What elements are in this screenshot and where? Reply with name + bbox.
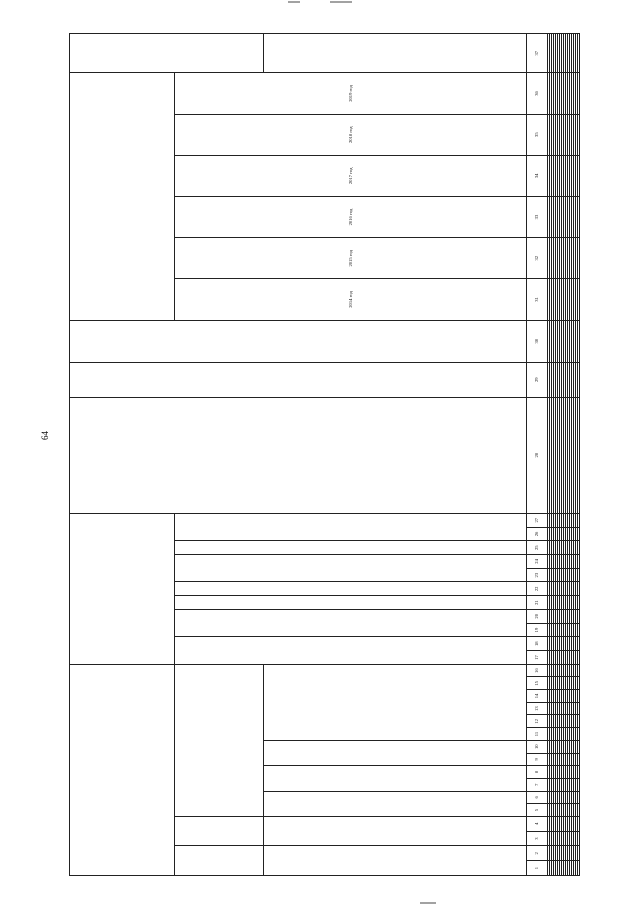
header-years-group	[70, 73, 175, 320]
table-cell	[577, 664, 579, 677]
sub-budget-article	[175, 664, 264, 816]
sub-budget-blank	[264, 664, 527, 740]
column-number: 34	[527, 155, 547, 196]
column-number: 17	[527, 651, 547, 665]
table-row	[577, 34, 579, 876]
column-number: 4	[527, 816, 547, 831]
table-cell	[577, 568, 579, 582]
header-financial	[70, 320, 527, 362]
column-number: 1	[527, 861, 547, 876]
header-additional-codes	[70, 513, 175, 664]
column-number: 11	[527, 728, 547, 741]
sub-target-value	[264, 34, 527, 73]
table-cell	[577, 690, 579, 703]
table-cell	[577, 623, 579, 637]
column-number: 6	[527, 791, 547, 804]
column-number: 3	[527, 831, 547, 846]
column-number: 18	[527, 637, 547, 651]
column-number: 35	[527, 114, 547, 155]
table-cell	[577, 715, 579, 728]
header-target	[70, 34, 264, 73]
year-2017: 2017 год	[175, 155, 527, 196]
year-2018: 2018 год	[175, 114, 527, 155]
column-number: 19	[527, 623, 547, 637]
column-number: 26	[527, 527, 547, 541]
sub-add-task	[175, 582, 527, 596]
column-number: 27	[527, 513, 547, 527]
column-number: 30	[527, 320, 547, 362]
sub-add-sub	[175, 609, 527, 636]
table-cell	[577, 804, 579, 817]
column-number: 32	[527, 238, 547, 279]
sub-add-goal	[175, 596, 527, 610]
column-number: 22	[527, 582, 547, 596]
table-cell	[577, 816, 579, 831]
column-number: 10	[527, 740, 547, 753]
column-number-row	[527, 34, 547, 876]
table-cell	[577, 702, 579, 715]
table-cell	[577, 362, 579, 397]
table-cell	[577, 831, 579, 846]
sub-budget-admin	[175, 846, 264, 876]
column-number: 36	[527, 73, 547, 114]
column-number: 13	[527, 702, 547, 715]
table-cell	[577, 728, 579, 741]
table-cell	[577, 397, 579, 513]
sub-budget-subsection	[264, 816, 527, 846]
column-number: 31	[527, 279, 547, 320]
table-cell	[577, 582, 579, 596]
header-program-name	[70, 397, 527, 513]
column-number: 23	[527, 568, 547, 582]
table-cell	[577, 753, 579, 766]
year-2014: 2014 год	[175, 279, 527, 320]
header-budget-codes	[70, 664, 175, 875]
sub-budget-year	[264, 846, 527, 876]
year-2015: 2015 год	[175, 238, 527, 279]
rotated-table-container	[69, 33, 580, 876]
table-cell	[577, 766, 579, 779]
table-cell	[577, 238, 579, 279]
column-number: 7	[527, 778, 547, 791]
column-number: 28	[527, 397, 547, 513]
table-cell	[577, 541, 579, 555]
table-cell	[577, 196, 579, 237]
table-cell	[577, 527, 579, 541]
column-number: 24	[527, 555, 547, 569]
column-number: 5	[527, 804, 547, 817]
column-number: 9	[527, 753, 547, 766]
sub-budget-section	[175, 816, 264, 846]
table-cell	[577, 279, 579, 320]
sub-budget-subprogram	[264, 740, 527, 765]
table-cell	[577, 846, 579, 861]
sub-add-number	[175, 513, 527, 541]
column-number: 2	[527, 846, 547, 861]
column-number: 14	[527, 690, 547, 703]
sub-add-type	[175, 541, 527, 555]
page-number: 64	[40, 431, 50, 440]
column-number: 16	[527, 664, 547, 677]
table-cell	[577, 155, 579, 196]
column-number: 8	[527, 766, 547, 779]
table-cell	[577, 861, 579, 876]
table-cell	[577, 114, 579, 155]
table-cell	[577, 73, 579, 114]
table-cell	[577, 637, 579, 651]
sub-add-program	[175, 637, 527, 664]
table-cell	[577, 791, 579, 804]
column-number: 15	[527, 677, 547, 690]
header-unit	[70, 362, 527, 397]
year-2016: 2016 год	[175, 196, 527, 237]
table-cell	[577, 609, 579, 623]
column-number: 33	[527, 196, 547, 237]
table-cell	[577, 513, 579, 527]
column-number: 21	[527, 596, 547, 610]
table-cell	[577, 34, 579, 73]
column-number: 12	[527, 715, 547, 728]
table-cell	[577, 778, 579, 791]
year-2019: 2019 год	[175, 73, 527, 114]
table-cell	[577, 740, 579, 753]
program-table	[69, 33, 580, 876]
sub-add-event	[175, 555, 527, 582]
sub-budget-program	[264, 766, 527, 791]
table-cell	[577, 677, 579, 690]
table-cell	[577, 596, 579, 610]
table-cell	[577, 555, 579, 569]
column-number: 20	[527, 609, 547, 623]
table-cell	[577, 651, 579, 665]
column-number: 29	[527, 362, 547, 397]
column-number: 37	[527, 34, 547, 73]
column-number: 25	[527, 541, 547, 555]
sub-budget-type	[264, 791, 527, 816]
table-cell	[577, 320, 579, 362]
